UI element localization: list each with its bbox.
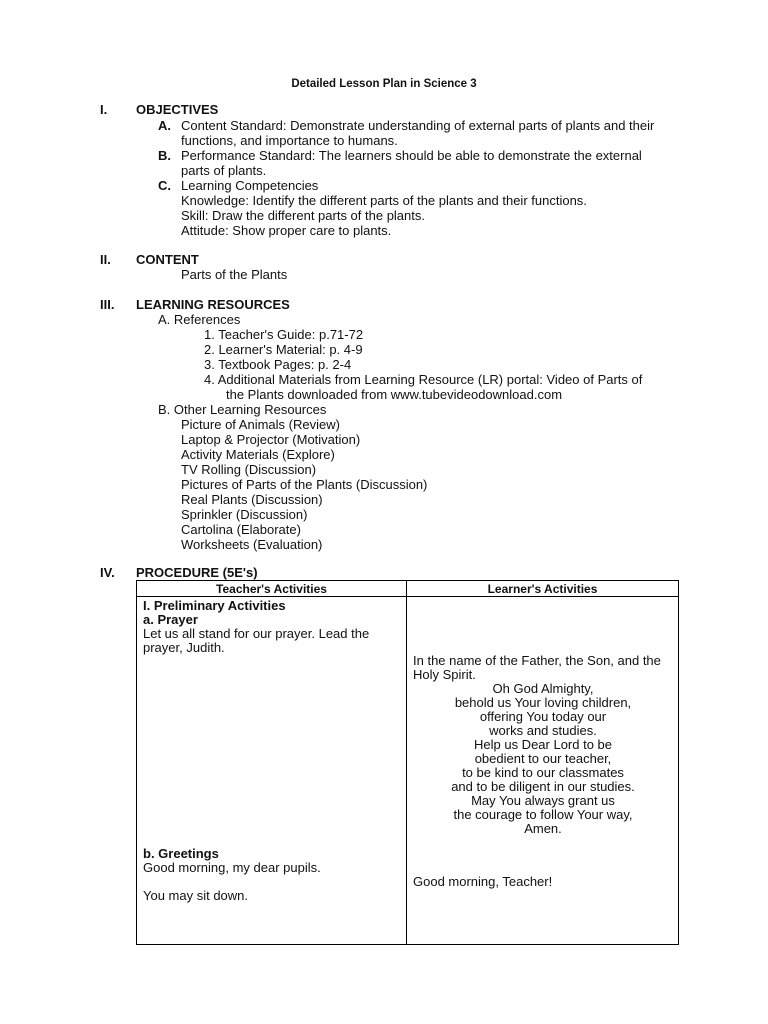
prayer-poem-line: Help us Dear Lord to be [473,737,613,752]
section-numeral-objectives: I. [100,102,108,117]
learner-greeting-text: Good morning, Teacher! [413,874,553,889]
prayer-poem-line: May You always grant us [471,793,615,808]
reference-item: 4. Additional Materials from Learning Resource (LR) portal: Video of Parts of [204,372,643,387]
section-numeral-content: II. [100,252,111,267]
objective-b-line: parts of plants. [181,163,267,178]
objective-a-line: functions, and importance to humans. [181,133,398,148]
other-resource-item: Picture of Animals (Review) [181,417,340,432]
objective-letter-c: C. [158,178,171,193]
other-resource-item: Activity Materials (Explore) [181,447,335,462]
learner-prayer-text: Holy Spirit. [413,667,476,682]
prayer-poem-line: Amen. [524,821,562,836]
section-heading-resources: LEARNING RESOURCES [136,297,290,312]
section-heading-procedure: PROCEDURE (5E's) [136,565,258,580]
reference-item: 3. Textbook Pages: p. 2-4 [204,357,352,372]
teacher-activities-cell [137,597,407,945]
prayer-poem-line: behold us Your loving children, [454,695,632,710]
other-resource-item: Cartolina (Elaborate) [181,522,301,537]
other-resource-item: Real Plants (Discussion) [181,492,323,507]
teacher-greeting-text: Good morning, my dear pupils. [143,860,321,875]
content-text: Parts of the Plants [181,267,288,282]
other-resources-label: B. Other Learning Resources [158,402,327,417]
greetings-heading: b. Greetings [143,846,219,861]
learner-prayer-text: In the name of the Father, the Son, and the [413,653,661,668]
page-title: Detailed Lesson Plan in Science 3 [291,78,477,90]
section-heading-content: CONTENT [136,252,199,267]
prayer-poem-line: obedient to our teacher, [474,751,612,766]
reference-item: the Plants downloaded from www.tubevideodownload.com [226,387,563,402]
prayer-poem-line: works and studies. [489,723,597,738]
reference-item: 2. Learner's Material: p. 4-9 [204,342,363,357]
objective-c-line: Learning Competencies [181,178,319,193]
prayer-heading: a. Prayer [143,612,198,627]
section-numeral-procedure: IV. [100,565,115,580]
other-resource-item: Sprinkler (Discussion) [181,507,308,522]
objective-c-line: Skill: Draw the different parts of the plants. [181,208,425,223]
prayer-poem-line: and to be diligent in our studies. [451,779,635,794]
objective-letter-a: A. [158,118,171,133]
objective-a-line: Content Standard: Demonstrate understanding of external parts of plants and their [181,118,655,133]
other-resource-item: Laptop & Projector (Motivation) [181,432,361,447]
prayer-poem-line: Oh God Almighty, [492,681,594,696]
other-resource-item: Pictures of Parts of the Plants (Discussion) [181,477,428,492]
teacher-prayer-text: prayer, Judith. [143,640,225,655]
section-numeral-resources: III. [100,297,115,312]
column-header-teacher: Teacher's Activities [137,581,407,597]
table-header-row [137,581,679,597]
other-resource-item: TV Rolling (Discussion) [181,462,317,477]
table-row [137,597,679,945]
prayer-poem-line: the courage to follow Your way, [453,807,633,822]
teacher-prayer-text: Let us all stand for our prayer. Lead the [143,626,370,641]
objective-b-line: Performance Standard: The learners should be able to demonstrate the external [181,148,642,163]
reference-item: 1. Teacher's Guide: p.71-72 [204,327,364,342]
references-label: A. References [158,312,241,327]
procedure-table [136,580,679,945]
prayer-poem-line: offering You today our [479,709,607,724]
other-resource-item: Worksheets (Evaluation) [181,537,323,552]
objective-c-line: Attitude: Show proper care to plants. [181,223,392,238]
teacher-greeting-text: You may sit down. [143,888,249,903]
preliminary-heading: I. Preliminary Activities [143,598,286,613]
column-header-learner: Learner's Activities [407,581,679,597]
learner-activities-cell [407,597,679,945]
section-heading-objectives: OBJECTIVES [136,102,219,117]
objective-letter-b: B. [158,148,171,163]
objective-c-line: Knowledge: Identify the different parts of the plants and their functions. [181,193,587,208]
prayer-poem-line: to be kind to our classmates [462,765,624,780]
